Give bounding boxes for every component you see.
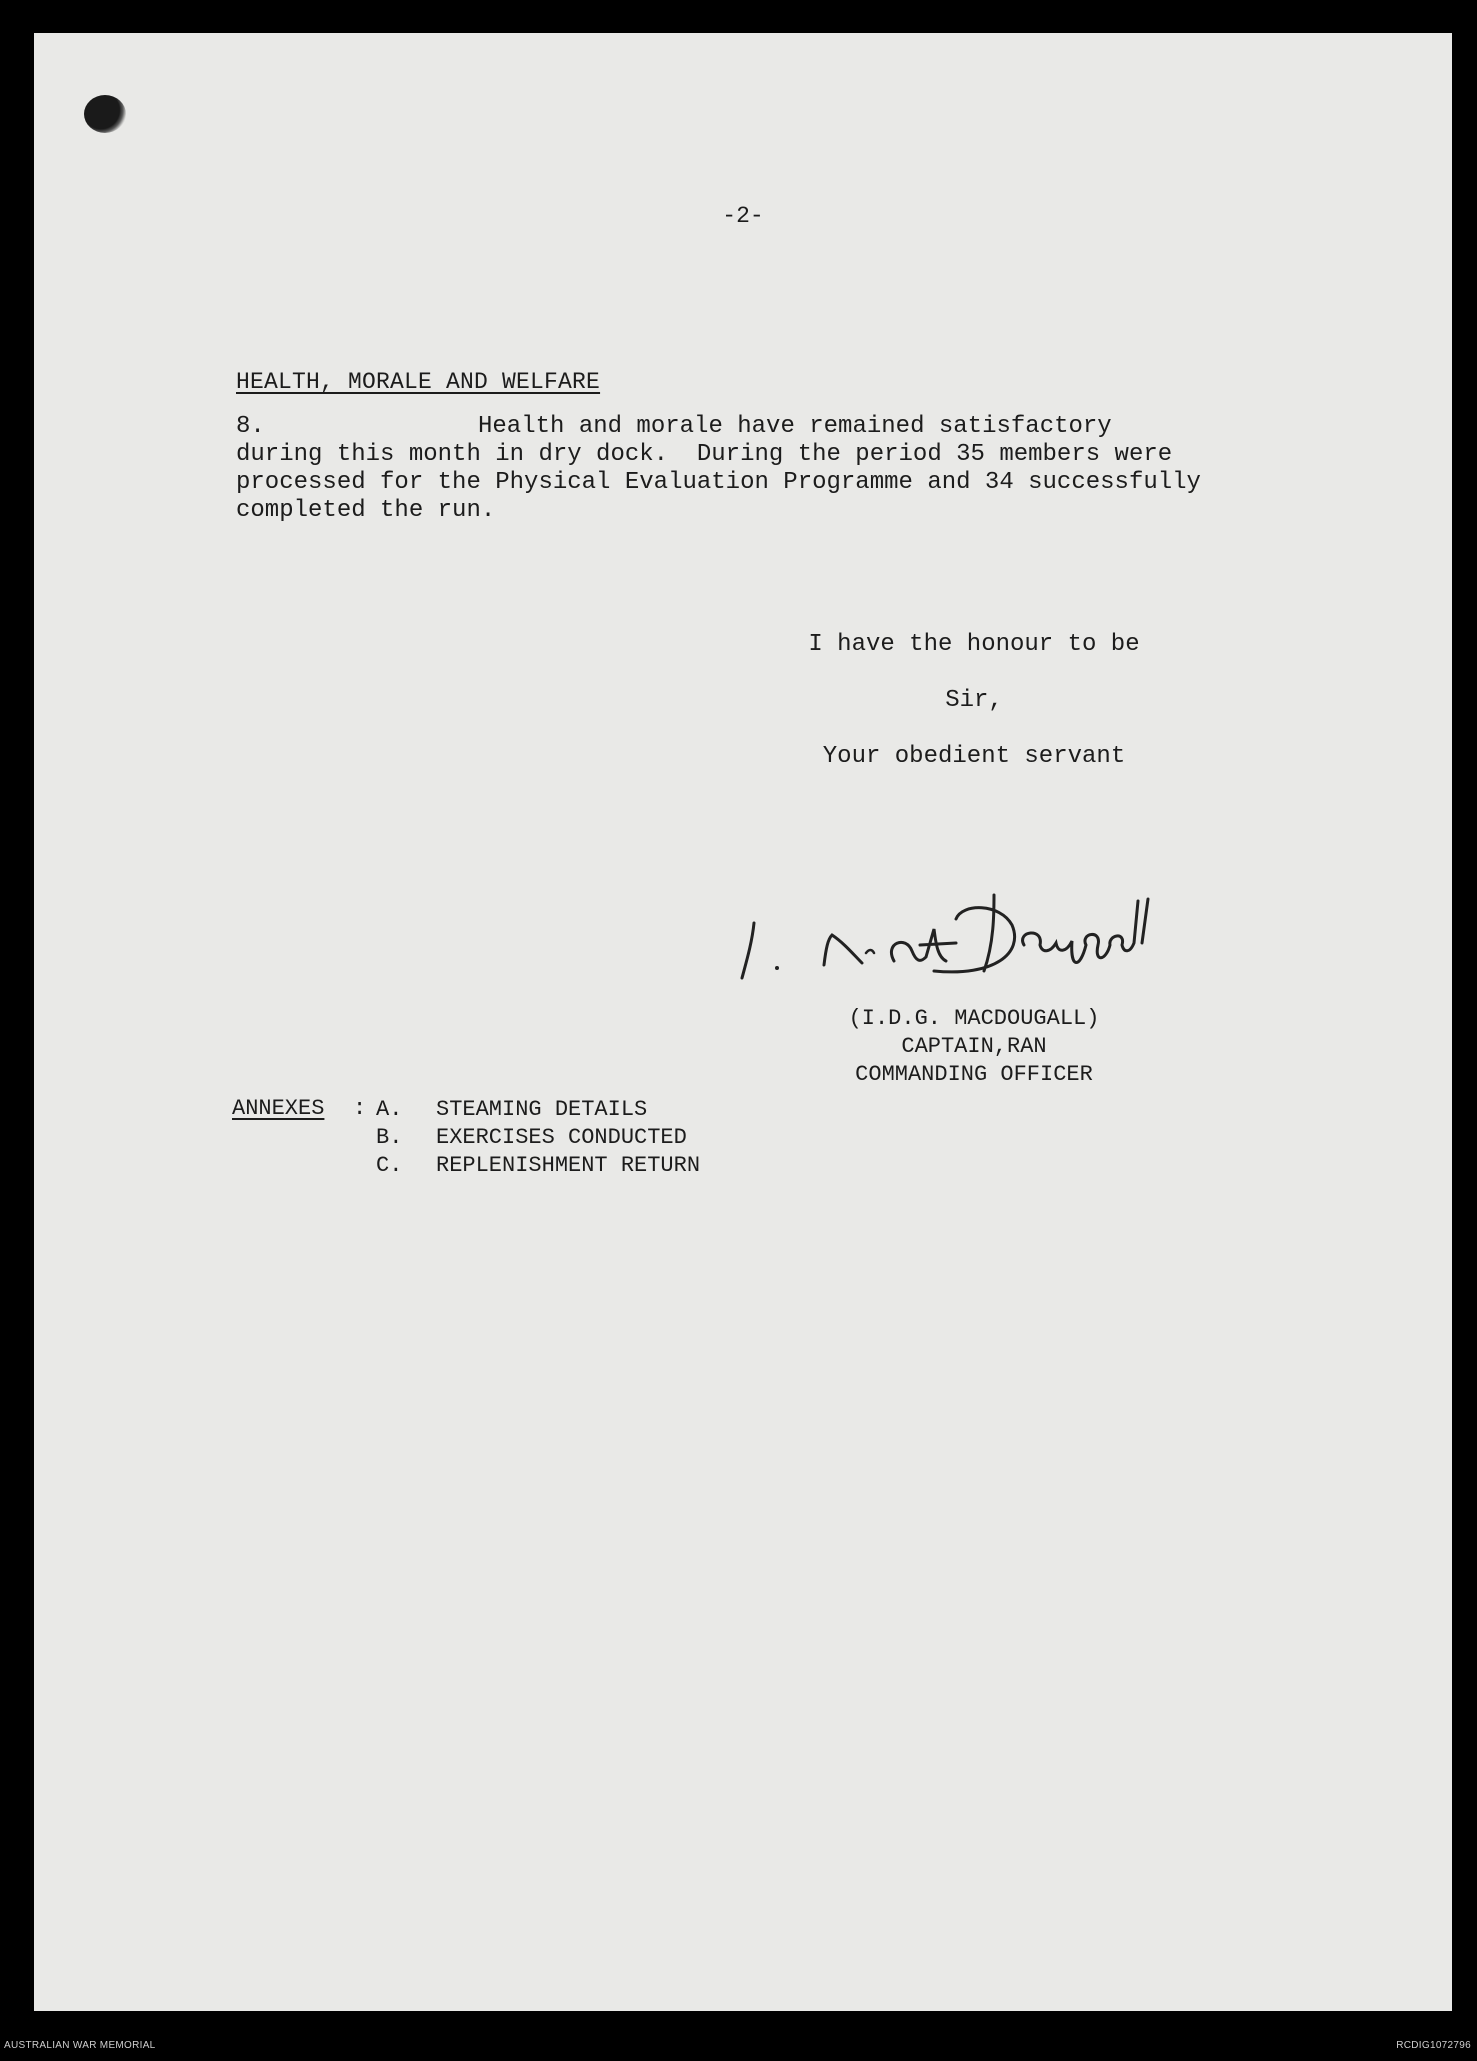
footer-record-id: RCDIG1072796 [1396, 2040, 1471, 2051]
paragraph-number: 8. [236, 413, 265, 440]
annex-letter: A. [376, 1097, 403, 1122]
paragraph-line: during this month in dry dock. During the period 35 members were [236, 441, 1173, 468]
annex-text: STEAMING DETAILS [436, 1097, 648, 1122]
paragraph-8 [236, 413, 1256, 525]
handwritten-signature [694, 873, 1314, 983]
paragraph-line: completed the run. [236, 497, 496, 524]
document-page [34, 33, 1452, 2011]
annex-letter: B. [376, 1125, 403, 1150]
annex-item [376, 1152, 700, 1180]
paragraph-line-text: Health and morale have remained satisfactory [478, 413, 1112, 440]
closing-line-2: Sir, [945, 687, 1003, 714]
signatory-rank: CAPTAIN,RAN [901, 1034, 1047, 1059]
annex-text: EXERCISES CONDUCTED [436, 1125, 687, 1150]
page-number: -2- [722, 203, 764, 229]
annexes-list [376, 1096, 700, 1180]
signatory-name: (I.D.G. MACDOUGALL) [848, 1006, 1100, 1031]
punch-hole [84, 95, 126, 133]
closing-line-3: Your obedient servant [822, 743, 1126, 770]
annex-item [376, 1124, 700, 1152]
annexes-colon: : [353, 1096, 367, 1121]
footer-archive-name: AUSTRALIAN WAR MEMORIAL [4, 2040, 156, 2051]
annexes-label: ANNEXES [232, 1096, 325, 1121]
paragraph-line: processed for the Physical Evaluation Programme and 34 successfully [236, 469, 1201, 496]
closing-line-1: I have the honour to be [808, 631, 1140, 658]
section-heading: HEALTH, MORALE AND WELFARE [236, 369, 601, 395]
annex-letter: C. [376, 1153, 403, 1178]
annex-item [376, 1096, 700, 1124]
signatory-block [754, 1005, 1194, 1089]
paragraph-line [236, 413, 1256, 441]
signatory-title: COMMANDING OFFICER [855, 1062, 1093, 1087]
annex-text: REPLENISHMENT RETURN [436, 1153, 701, 1178]
